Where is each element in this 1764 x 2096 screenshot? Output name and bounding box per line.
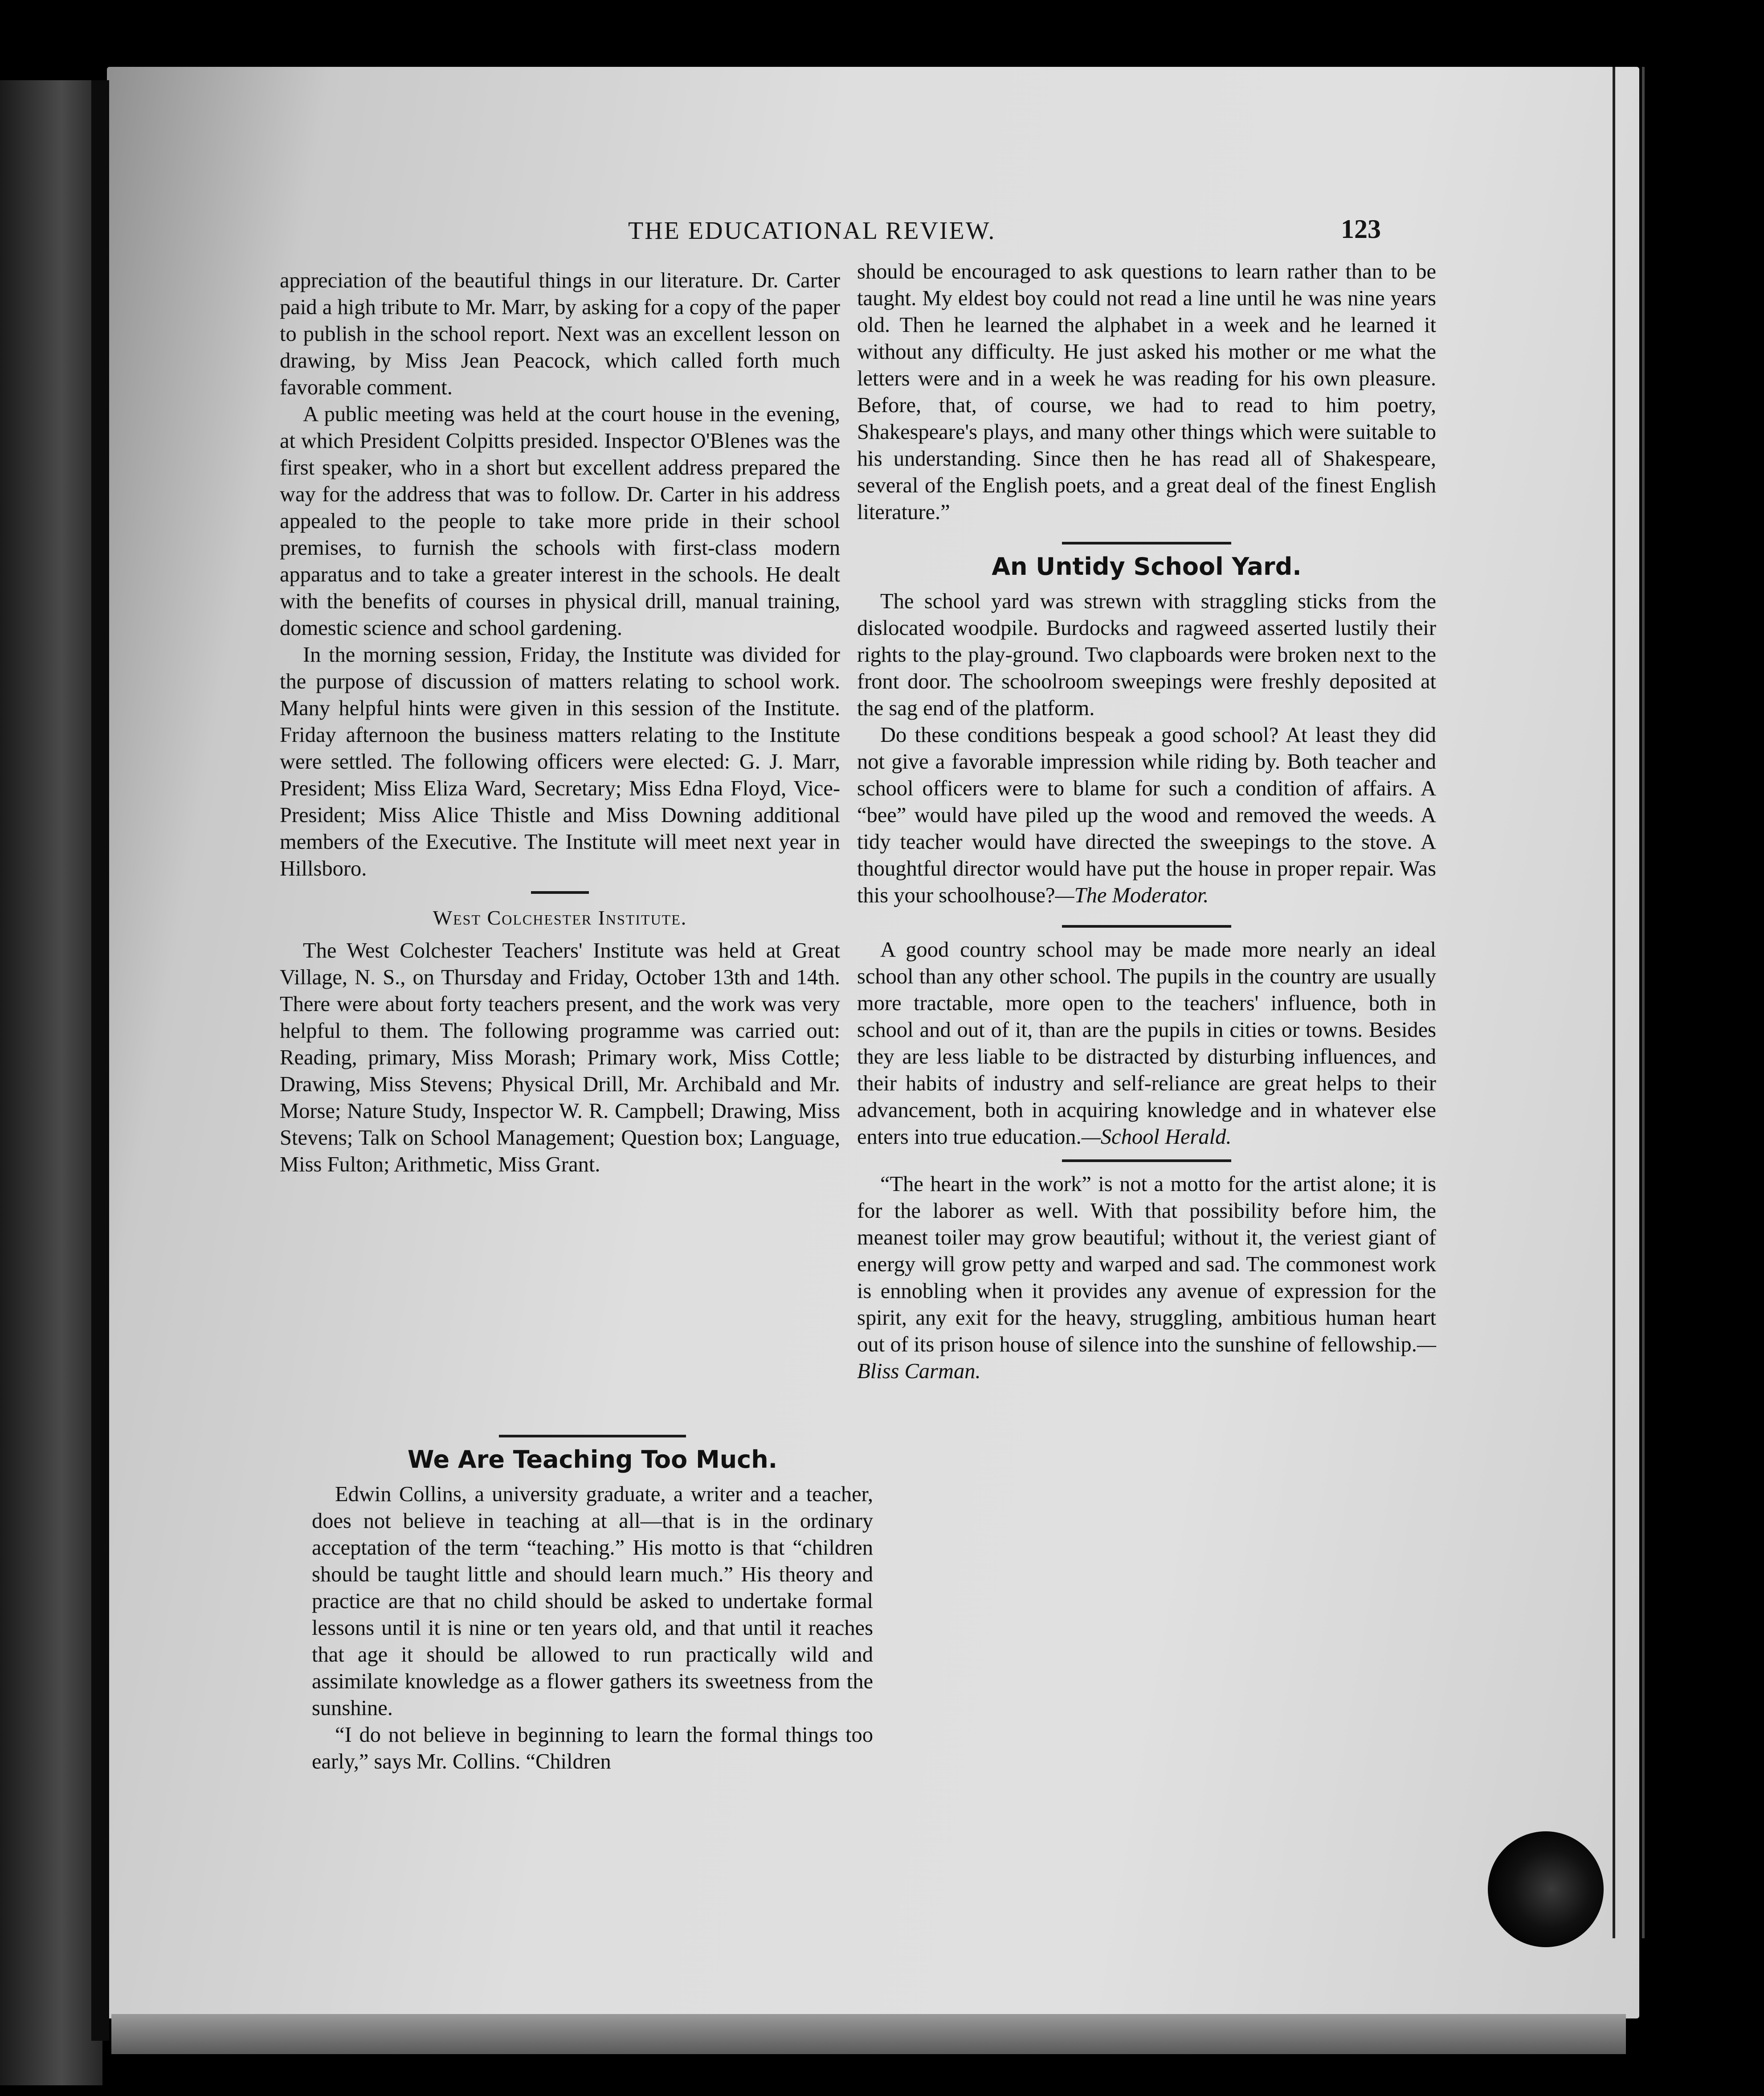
section-divider [499, 1435, 686, 1437]
paragraph: Edwin Collins, a university graduate, a writer and a teacher, does not believe in teaching at all—that is in the ordinary acceptation of the term “teaching.” His motto is that “children should be taught little and should learn much.” His theory and practice are that no child should be asked to undertake formal lessons until it is nine or ten years old, and that until it reaches that age it should be allowed to run practically wild and assimilate knowledge as a flower gathers its sweetness from the sunshine. [312, 1482, 873, 1720]
section-divider [1062, 542, 1231, 544]
section-divider [1062, 1159, 1231, 1162]
paragraph [857, 722, 1436, 909]
right-column [857, 258, 1436, 1385]
left-column-bottom [312, 1426, 873, 1775]
paragraph: The school yard was strewn with straggling sticks from the dislocated woodpile. Burdocks and ragweed asserted lustily their rights to the play-ground. Two clapboards were broken next to the front door. The schoolroom sweepings were freshly deposited at the sag end of the platform. [857, 590, 1436, 720]
page-bottom-shadow [111, 2014, 1626, 2054]
section-heading: West Colchester Institute. [433, 906, 687, 929]
section-divider [1062, 925, 1231, 928]
running-title: THE EDUCATIONAL REVIEW. [628, 217, 996, 245]
paragraph: The West Colchester Teachers' Institute was held at Great Village, N. S., on Thursday and Friday, October 13th and 14th. There were about forty teachers present, and the work was very helpful to them. The following programme was carried out: Reading, primary, Miss Morash; Primary work, Miss Cottle; Drawing, Miss Stevens; Physical Drill, Mr. Archibald and Mr. Morse; Nature Study, Inspector W. R. Campbell; Drawing, Miss Stevens; Talk on School Management; Question box; Language, Miss Fulton; Arithmetic, Miss Grant. [280, 939, 840, 1176]
paragraph: should be encouraged to ask questions to learn rather than to be taught. My eldest boy could not read a line until he was nine years old. Then he learned the alphabet in a week and he learned it without any difficulty. He just asked his mother or me what the letters were and in a week he was reading for his own pleasure. Before, that, of course, we had to read to him poetry, Shakespeare's plays, and many other things which were suitable to his understanding. Since then he has read all of Shakespeare, several of the English poets, and a great deal of the finest English literature.” [857, 260, 1436, 524]
paragraph-text: A good country school may be made more nearly an ideal school than any other school. The pupils in the country are usually more tractable, more open to the teachers' influence, both in school and out of it, than are the pupils in cities or towns. Besides they are less liable to be distracted by disturbing influences, and their habits of industry and self-reliance are great helps to their advancement, both in acquiring knowledge and in whatever else enters into true education. [857, 938, 1436, 1149]
paragraph: In the morning session, Friday, the Institute was divided for the purpose of discussion of matters relating to school work. Many helpful hints were given in this session of the Institute. Friday afternoon the business matters relating to the Institute were settled. The following officers were elected: G. J. Marr, President; Miss Eliza Ward, Secretary; Miss Edna Floyd, Vice-President; Miss Alice Thistle and Miss Downing additional members of the Executive. The Institute will meet next year in Hillsboro. [280, 643, 840, 880]
paragraph [857, 937, 1436, 1150]
paragraph: “I do not believe in beginning to learn the formal things too early,” says Mr. Collins. “Children [312, 1723, 873, 1773]
page-number: 123 [1341, 214, 1381, 244]
paragraph-text: “The heart in the work” is not a motto for the artist alone; it is for the laborer as well. With that possibility before him, the meanest toiler may grow beautiful; without it, the veriest giant of energy will grow petty and warped and sad. The commonest work is ennobling when it provides any avenue of expression for the spirit, any exit for the heavy, struggling, ambitious human heart out of its prison house of silence into the sunshine of fellowship. [857, 1172, 1436, 1356]
page-edge [1613, 67, 1645, 1938]
source-credit: —School Herald. [1081, 1125, 1232, 1149]
paragraph-text: Do these conditions bespeak a good school? At least they did not give a favorable impression while riding by. Both teacher and school officers were to blame for such a condition of affairs. A “bee” would have piled up the wood and removed the weeds. A tidy teacher would have directed the sweepings to the stove. A thoughtful director would have put the house in proper repair. Was this your schoolhouse? [857, 723, 1436, 907]
adjacent-page [0, 80, 102, 2085]
article-heading: We Are Teaching Too Much. [407, 1445, 778, 1474]
source-credit: —The Moderator. [1055, 884, 1209, 907]
thumb-shadow [1488, 1831, 1604, 1947]
book-spine [91, 80, 109, 2041]
paragraph: A public meeting was held at the court house in the evening, at which President Colpitts presided. Inspector O'Blenes was the first speaker, who in a short but excellent address prepared the way for the address that was to follow. Dr. Carter in his address appealed to the people to take more pride in their school premises, to furnish the schools with first-class modern apparatus and to take a greater interest in the schools. He dealt with the benefits of courses in physical drill, manual training, domestic science and school gardening. [280, 402, 840, 640]
paragraph [857, 1171, 1436, 1385]
source-credit: —Bliss Carman. [857, 1333, 1436, 1383]
section-divider [531, 891, 589, 894]
paragraph: appreciation of the beautiful things in our literature. Dr. Carter paid a high tribute to Mr. Marr, by asking for a copy of the paper to publish in the school report. Next was an excellent lesson on drawing, by Miss Jean Peacock, which called forth much favorable comment. [280, 269, 840, 399]
left-column-top [280, 267, 840, 1178]
article-heading: An Untidy School Yard. [992, 553, 1302, 581]
